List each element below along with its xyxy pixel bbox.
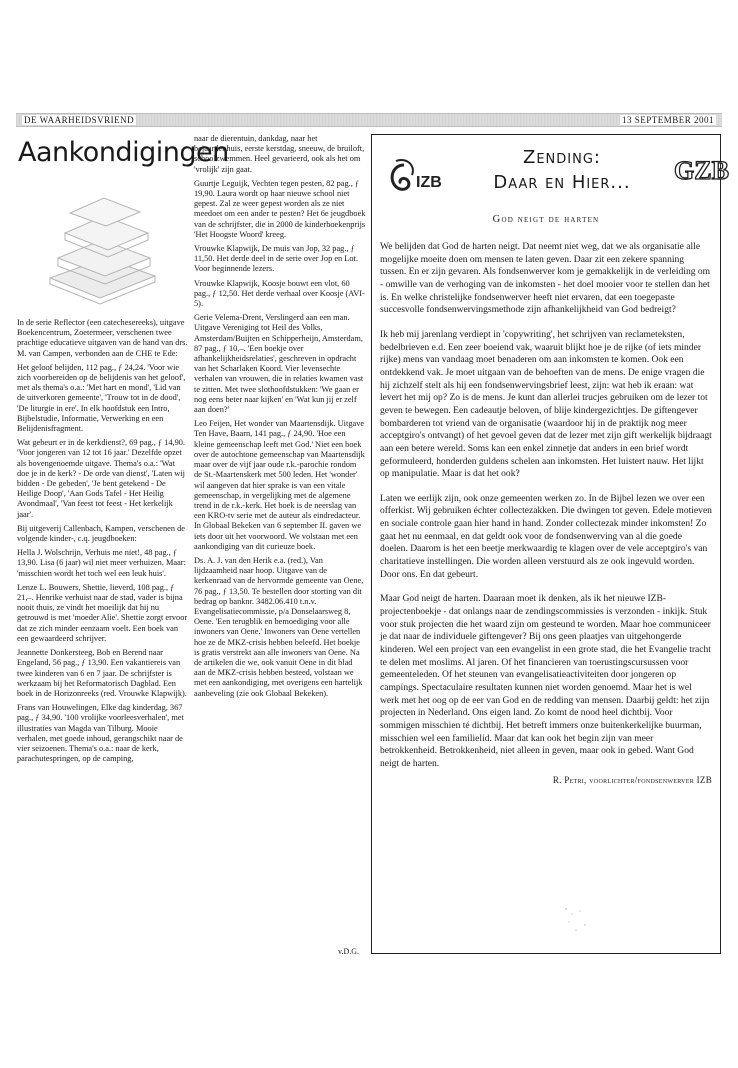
title-line-1: Zending: (523, 147, 601, 168)
issue-date: 13 SEPTEMBER 2001 (621, 115, 714, 125)
book-listing: Jeannette Donkersteeg, Bob en Berend naar Engeland, 56 pag., ƒ 13,90. Een vakantiereis van twee kinderen van 6 en 7 jaar. De schrijfster is werkzaam bij het Reformatorisch Dagblad. Een boek in de Horizonreeks (red. Vrouwke Klapwijk). (17, 648, 187, 698)
book-listing: Lenze L. Bouwers, Shettie, lieverd, 108 pag., ƒ 21,–. Henrike verhuist naar de stad, vader is bijna nooit thuis, ze vindt het moeilijk dat hij nu getrouwd is met 'moeder Alie'. Shettie zorgt ervoor dat ze zich minder eenzaam voelt. Een boek van een gewaardeerd schrijver. (17, 582, 188, 643)
book-listing: Frans van Houwelingen, Elke dag kinderdag, 367 pag., ƒ 34,90. '100 vrolijke voorleesverhalen', met illustraties van Magda van Tilburg. Mooie verhalen, met goede inhoud, gerangschikt naar de vier seizoenen. Thema's o.a.: naar de kerk, parachutespringen, op de camping, (17, 703, 184, 764)
book-listing: Vrouwke Klapwijk, Koosje bouwt een vlot, 60 pag., ƒ 12,50. Het derde verhaal over Koosje (AVI-5). (194, 278, 365, 309)
publisher-intro: Bij uitgeverij Callenbach, Kampen, verschenen de volgende kinder-, c.q. jeugdboeken: (17, 523, 185, 544)
publication-name: DE WAARHEIDSVRIEND (24, 115, 135, 125)
book-listing: Gerie Velema-Drent, Verslingerd aan een man. Uitgave Vereniging tot Heil des Volks, Amsterdam/Buijten en Schipperheijn, Amsterdam, 87 pag., ƒ 10,–. 'Een boekje over afhankelijkheidsrelaties', geschreven in opdracht van het Scharlaken Koord. Vier levensechte verhalen van vrouwen, die in relaties kwamen vast te zitten. Met twee slothoofdstukken: 'We gaan er nog eens beter naar kijken' en 'Wat kun jij er zelf aan doen?' (194, 313, 364, 415)
body-paragraph: Ik heb mij jarenlang verdiept in 'copywriting', het schrijven van reclameteksten, bedelbrieven e.d. Een zeer boeiend vak, waaruit blijkt hoe je de rijke (of iets minder rijke) mens van vandaag moet benaderen om aan inkomsten te komen. Ook een ontdekkend vak. Je moet uitgaan van de behoeften van de mens. De enige vragen die hij zichzelf stelt als hij een fondsenwervingsbrief leest, zijn: wat heb ik eraan: wat levert het mij op? Zo is de mens. Je kunt dan allerlei trucjes gebruiken om de lezer tot geven te bewegen. Een cadeautje beloven, of blije kindergezichtjes. De giftengever bombarderen tot vriend van de organisatie (waardoor hij in de praktijk nog meer acceptgiro's ontvangt) of het gevoel geven dat de lezer met zijn gift werkelijk bijdraagt aan een betere wereld. Soms kan een enkel zinnetje dat anders in een brief wordt geformuleerd, honderden guldens schelen aan inkomsten. Het luistert nauw. Het lijkt op manipulatie. Maar is dat het ook? (380, 328, 712, 480)
masthead-bar (16, 113, 722, 127)
signature-org: IZB (696, 774, 712, 785)
continued-paragraph: naar de dierentuin, dankdag, naar het bejaardenhuis, eerste kerstdag, sneeuw, de bruiloft, schoolzwemmen. Heel gevarieerd, ook als het om 'vrolijk' zijn gaat. (194, 134, 365, 174)
title-line-2: Daar en Hier... (493, 172, 631, 193)
scan-specks (560, 905, 600, 935)
body-paragraph: We belijden dat God de harten neigt. Dat neemt niet weg, dat we als organisatie alle mogelijke moeite doen om mensen te laten geven. Daar zit een zekere spanning tussen. En er zijn gevaren. Als fondsenwerver kom je gemakkelijk in de verleiding om - omwille van de verhoging van de inkomsten - het doel mooier voor te stellen dan het is. En welke christelijke fondsenwerver heeft niet ervaren, dat een toegepaste succesvolle fondsenwervingsmethode zijn afhankelijkheid van God bedreigt? (380, 241, 711, 316)
izb-logo-text: IZB (416, 174, 442, 191)
body-paragraph: Maar God neigt de harten. Daaraan moet ik denken, als ik het nieuwe IZB-projectenboekje - dat onlangs naar de zendingscommissies is verzonden - inkijk. Stuk voor stuk projecten die het waard zijn om gesteund te worden. Maar hoe communiceer je dat naar de individuele giftengever? Bij ons geen plaatjes van uitgehongerde kinderen. Wel een project van een evangelist in een grote stad, die het Evangelie tracht te delen met moslims. Al jaren. Of het financieren van toerustingscursussen voor gemeenteleden. Of het steunen van evangelisatieactiviteiten door jongeren op campings. Spectaculaire resultaten kunnen niet worden genoemd. Maar het is wel werk met het oog op de eer van God en de redding van mensen. Daarbij geldt: het zijn projecten in Nederland. Ons eigen land. Zo komt de nood heel dichtbij. Voor sommigen misschien té dichtbij. Het betreft immers onze buitenkerkelijke buurman, misschien wel een familielid. Maar dat kan ook het begin zijn van meer betrokkenheid. Betrokkenheid, niet alleen in geven, maar ook in gebed. Want God neigt de harten. (380, 593, 711, 769)
book-listing: Het geloof belijden, 112 pag., ƒ 24,24. 'Voor wie zich voorbereiden op de belijdenis van het geloof', met als thema's o.a.: 'Met hart en mond', 'Lid van de uitverkoren gemeente', 'Trouw tot in de dood', 'De liturgie in ere'. In elk hoofdstuk een Intro, Bijbelstudie, Informatie, Verwerking en een Belijdenisfragment. (17, 362, 186, 434)
body-paragraph: Laten we eerlijk zijn, ook onze gemeenten werken zo. In de Bijbel lezen we over een offerkist. Wij gebruiken échter collectezakken. Die dwingen tot geven. Edele motieven en sociale controle gaan hier hand in hand. Zonder collectezak minder inkomsten! Zo gaat het nu eenmaal, en dat geldt ook voor de fondsenwerving van al die goede doelen. Daarom is het een beetje merkwaardig te klagen over de vele acceptgiro's van charitatieve instellingen. Die worden alleen verstuurd als ze ook ingevuld worden. Door ons. En dat gebeurt. (380, 492, 712, 580)
box-subtitle: God neigt de harten (492, 214, 600, 225)
book-listing: Guurtje Leguijk, Vechten tegen pesten, 82 pag., ƒ 19,90. Laura wordt op haar nieuwe school niet gepest. Zal ze weer gepest worden als ze niet meedoet om een ander te pesten? Het 6e jeugdboek van de schrijfster, die in 2000 de kinderboekenprijs 'Het Hoogste Woord' kreeg. (194, 178, 366, 239)
book-stack-illustration (30, 188, 170, 308)
column-two (194, 134, 366, 703)
intro-paragraph: In de serie Reflector (een catechesereeks), uitgave Boekencentrum, Zoetermeer, verschenen twee prachtige educatieve uitgaven van de hand van drs. M. van Campen, verbonden aan de CHE te Ede: (17, 318, 188, 358)
book-listing: Ds. A. J. van den Herik e.a. (red.), Van lijdzaamheid naar hoop. Uitgave van de kerkenraad van de hervormde gemeente van Oene, 76 pag., ƒ 13,50. Te bestellen door storting van dit bedrag op banknr. 3482.06.410 t.n.v. Evangelisatiecommissie, p/a Donselaarsweg 8, Oene. 'Een terugblik en bemoediging voor alle inwoners van Oene.' Inwoners van Oene vertellen hoe ze de MKZ-crisis hebben beleefd. Het boekje is gratis verstrekt aan alle inwoners van Oene. Na de artikelen die we, ook vanuit Oene in dit blad aan de MKZ-crisis hebben besteed, volstaan we met een aankondiging, met overigens een hartelijk aanbeveling (zie ook Globaal Bekeken). (194, 555, 364, 698)
column-one (17, 318, 189, 768)
signature (380, 774, 712, 787)
box-body (380, 241, 712, 786)
author-initials: v.D.G. (338, 947, 360, 956)
gzb-logo-text: GZB (674, 156, 729, 185)
book-listing: Wat gebeurt er in de kerkdienst?, 69 pag., ƒ 14,90. 'Voor jongeren van 12 tot 16 jaar.' Dezelfde opzet als bovengenoemde uitgave. Thema's o.a.: 'Wat doe je in de kerk? - De orde van dienst', 'Laten wij bidden - De gebeden', 'Je bent getekend - De Heilige Doop', 'Aan Gods Tafel - Het Heilig Avondmaal', 'Van feest tot feest - Het kerkelijk jaar'. (17, 438, 186, 519)
signature-name: R. Petri, (552, 774, 587, 785)
section-heading: Aankondigingen (18, 137, 229, 168)
izb-swirl-icon (382, 155, 448, 201)
izb-logo (382, 155, 448, 201)
gzb-logo (672, 149, 729, 189)
book-listing: Leo Feijen, Het wonder van Maartensdijk. Uitgave Ten Have, Baarn, 141 pag., ƒ 24,90. 'Hoe een kleine gemeenschap leeft met God.' Niet een boek over de autochtone gemeenschap van Maartensdijk maar over de vijf jaar oude r.k.-parochie rondom de St.-Maartenskerk met 500 leden. Het 'wonder' wil aangeven dat hier sprake is van een vitale gemeenschap, in vergelijking met de algemene trend in de r.k.-kerk. Het boek is de neerslag van een KRO-tv serie met de auteur als eindredacteur. In Globaal Bekeken van 6 september II. gaven we iets door uit het voorwoord. We volstaan met een aankondiging van dit curieuze boek. (194, 419, 365, 551)
book-listing: Hella J. Wolschrijn, Verhuis me niet!, 48 pag., ƒ 13,90. Lisa (6 jaar) wil niet meer verhuizen. Maar: 'misschien wordt het toch wel een leuk huis'. (17, 548, 186, 578)
signature-role: voorlichter/fondsenwerver (589, 774, 695, 785)
zending-box (371, 134, 729, 954)
book-listing: Vrouwke Klapwijk, De muis van Jop, 32 pag., ƒ 11,50. Het derde deel in de serie over Jop en Lot. Voor beginnende lezers. (194, 244, 358, 274)
box-title (482, 145, 642, 195)
